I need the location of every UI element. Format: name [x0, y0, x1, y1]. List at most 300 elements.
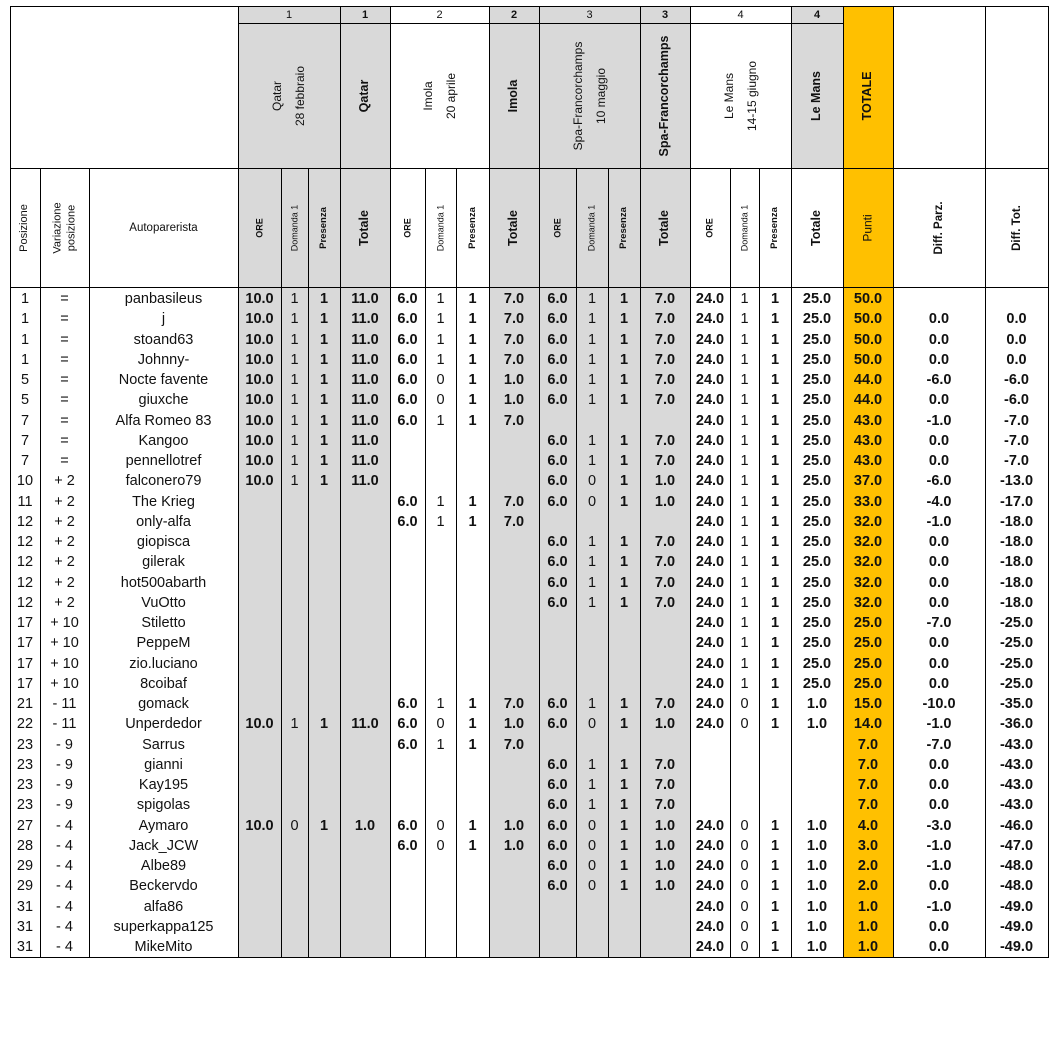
- cell-ore: 10.0: [245, 392, 274, 409]
- cell-ore: 24.0: [695, 513, 725, 530]
- cell-diff-tot: -7.0: [1004, 412, 1029, 429]
- grid-line: [640, 6, 641, 957]
- cell-diff-parz: -6.0: [926, 473, 952, 490]
- cell-variation: + 10: [50, 635, 79, 652]
- cell-presenza: 1: [770, 615, 780, 632]
- cell-race-total: 1.0: [503, 392, 525, 409]
- cell-punti: 50.0: [853, 351, 883, 368]
- cell-diff-parz: -10.0: [922, 696, 956, 713]
- cell-presenza: 1: [468, 311, 477, 328]
- cell-presenza: 1: [770, 918, 780, 935]
- cell-diff-parz: 0.0: [928, 878, 950, 895]
- cell-race-total: 7.0: [654, 372, 676, 389]
- grid-line: [238, 23, 844, 24]
- cell-race-total: 7.0: [654, 696, 676, 713]
- cell-domanda: 1: [587, 797, 597, 814]
- cell-domanda: 1: [587, 392, 597, 409]
- col-totale-3: [640, 168, 690, 287]
- cell-presenza: 1: [770, 453, 780, 470]
- cell-position: 5: [20, 392, 30, 409]
- cell-domanda: 1: [290, 351, 299, 368]
- cell-domanda: 1: [740, 534, 749, 551]
- cell-position: 17: [16, 615, 34, 632]
- cell-presenza: 1: [468, 817, 477, 834]
- cell-variation: + 10: [50, 615, 79, 632]
- cell-race-total: 1.0: [806, 837, 828, 854]
- cell-presenza: 1: [468, 372, 477, 389]
- cell-ore: 10.0: [245, 817, 274, 834]
- cell-punti: 25.0: [853, 655, 883, 672]
- race-total-label-text: Qatar: [357, 79, 372, 112]
- cell-diff-tot: -25.0: [999, 675, 1034, 692]
- col-ore-4-text: ORE: [704, 217, 715, 238]
- cell-variation: + 2: [54, 473, 75, 490]
- cell-presenza: 1: [319, 817, 329, 834]
- cell-domanda: 1: [740, 615, 749, 632]
- cell-presenza: 1: [468, 493, 477, 510]
- cell-race-total: 1.0: [503, 817, 525, 834]
- cell-variation: - 9: [56, 777, 73, 794]
- cell-ore: 24.0: [695, 392, 725, 409]
- cell-ore: 6.0: [547, 392, 568, 409]
- cell-diff-parz: 0.0: [928, 594, 950, 611]
- cell-presenza: 1: [770, 675, 780, 692]
- grid-line: [690, 6, 691, 957]
- cell-race-total: 7.0: [503, 331, 525, 348]
- cell-punti: 25.0: [853, 615, 883, 632]
- cell-position: 1: [20, 331, 30, 348]
- cell-race-total: 7.0: [654, 594, 676, 611]
- cell-diff-tot: -13.0: [999, 473, 1034, 490]
- cell-domanda: 1: [587, 534, 597, 551]
- cell-name: Jack_JCW: [128, 837, 199, 854]
- race-number-3: 2: [436, 8, 443, 21]
- cell-race-total: 1.0: [806, 878, 828, 895]
- cell-position: 11: [17, 493, 33, 510]
- cell-ore: 6.0: [547, 351, 568, 368]
- cell-race-total: 7.0: [654, 291, 676, 308]
- cell-domanda: 1: [587, 331, 597, 348]
- cell-ore: 6.0: [397, 412, 418, 429]
- cell-punti: 50.0: [853, 311, 883, 328]
- cell-domanda: 1: [587, 574, 597, 591]
- cell-punti: 50.0: [853, 331, 883, 348]
- cell-presenza: 1: [468, 736, 477, 753]
- cell-position: 27: [16, 817, 34, 834]
- cell-ore: 6.0: [397, 696, 418, 713]
- cell-presenza: 1: [619, 331, 629, 348]
- cell-ore: 24.0: [695, 939, 725, 956]
- race-title-4: [690, 23, 791, 168]
- cell-domanda: 0: [587, 493, 597, 510]
- cell-variation: + 10: [50, 675, 79, 692]
- cell-position: 23: [16, 797, 34, 814]
- cell-punti: 7.0: [857, 777, 879, 794]
- cell-position: 31: [16, 939, 34, 956]
- cell-presenza: 1: [770, 534, 780, 551]
- cell-name: pennellotref: [125, 453, 202, 470]
- cell-domanda: 1: [587, 453, 597, 470]
- cell-diff-parz: -1.0: [926, 898, 952, 915]
- cell-domanda: 0: [587, 716, 597, 733]
- cell-ore: 24.0: [695, 493, 725, 510]
- cell-diff-parz: -6.0: [926, 372, 952, 389]
- cell-position: 31: [16, 918, 34, 935]
- cell-race-total: 25.0: [802, 635, 832, 652]
- race-place: Qatar: [270, 80, 284, 111]
- cell-ore: 6.0: [547, 331, 568, 348]
- cell-domanda: 1: [587, 372, 597, 389]
- cell-domanda: 0: [587, 878, 597, 895]
- cell-punti: 43.0: [853, 432, 883, 449]
- race-title-3: [539, 23, 640, 168]
- race-number-1: 1: [285, 8, 293, 21]
- cell-presenza: 1: [619, 878, 629, 895]
- cell-ore: 6.0: [397, 736, 418, 753]
- cell-domanda: 0: [587, 837, 597, 854]
- cell-punti: 25.0: [853, 635, 883, 652]
- cell-diff-tot: 0.0: [1006, 351, 1027, 368]
- cell-diff-tot: -49.0: [999, 898, 1034, 915]
- cell-punti: 7.0: [857, 756, 879, 773]
- cell-name: giopisca: [136, 534, 191, 551]
- cell-diff-tot: -47.0: [999, 837, 1034, 854]
- cell-ore: 24.0: [695, 696, 725, 713]
- cell-presenza: 1: [770, 837, 780, 854]
- cell-domanda: 0: [436, 372, 445, 389]
- cell-race-total: 7.0: [654, 351, 676, 368]
- cell-punti: 32.0: [853, 513, 883, 530]
- cell-domanda: 1: [290, 716, 299, 733]
- cell-race-total: 25.0: [802, 351, 832, 368]
- cell-name: VuOtto: [141, 594, 186, 611]
- cell-punti: 15.0: [853, 696, 883, 713]
- cell-race-total: 7.0: [654, 574, 676, 591]
- col-ore-2-text: ORE: [401, 217, 412, 238]
- cell-race-total: 1.0: [806, 858, 828, 875]
- cell-ore: 24.0: [695, 817, 725, 834]
- cell-race-total: 7.0: [503, 696, 525, 713]
- race-total-label-2: [489, 23, 539, 168]
- cell-domanda: 1: [587, 351, 597, 368]
- race-title-2: [390, 23, 489, 168]
- cell-domanda: 0: [436, 837, 445, 854]
- cell-variation: - 4: [56, 837, 73, 854]
- cell-race-total: 25.0: [802, 412, 832, 429]
- cell-ore: 24.0: [695, 635, 725, 652]
- cell-diff-tot: -18.0: [999, 554, 1034, 571]
- cell-diff-tot: -49.0: [999, 918, 1034, 935]
- cell-variation: - 4: [56, 939, 73, 956]
- col-posizione: [10, 168, 40, 287]
- cell-ore: 24.0: [695, 291, 725, 308]
- cell-domanda: 0: [740, 878, 749, 895]
- cell-ore: 6.0: [547, 594, 568, 611]
- col-totale-2: [489, 168, 539, 287]
- grid-line: [985, 6, 986, 957]
- cell-presenza: 1: [319, 432, 329, 449]
- cell-race-total: 7.0: [654, 534, 676, 551]
- cell-domanda: 1: [587, 554, 597, 571]
- grid-line: [539, 6, 540, 957]
- cell-ore: 10.0: [245, 311, 274, 328]
- cell-punti: 1.0: [857, 918, 879, 935]
- cell-name: Aymaro: [138, 817, 189, 834]
- cell-punti: 50.0: [853, 291, 883, 308]
- grid-line: [10, 287, 1049, 288]
- cell-diff-tot: -18.0: [999, 513, 1034, 530]
- col-totale-1-text: Totale: [357, 209, 372, 246]
- cell-diff-parz: -4.0: [926, 493, 952, 510]
- race-total-label-3: [640, 23, 690, 168]
- cell-ore: 24.0: [695, 554, 725, 571]
- cell-race-total: 1.0: [654, 817, 676, 834]
- cell-ore: 24.0: [695, 473, 725, 490]
- cell-variation: + 2: [54, 574, 75, 591]
- cell-ore: 24.0: [695, 331, 725, 348]
- cell-ore: 24.0: [695, 918, 725, 935]
- cell-ore: 24.0: [695, 675, 725, 692]
- cell-position: 12: [16, 554, 34, 571]
- cell-punti: 32.0: [853, 554, 883, 571]
- cell-diff-parz: -1.0: [926, 837, 952, 854]
- race-total-label-text: Le Mans: [809, 70, 824, 121]
- cell-presenza: 1: [770, 291, 780, 308]
- cell-ore: 24.0: [695, 351, 725, 368]
- cell-domanda: 1: [740, 351, 749, 368]
- cell-punti: 44.0: [853, 392, 883, 409]
- cell-presenza: 1: [770, 878, 780, 895]
- cell-variation: =: [60, 432, 69, 449]
- cell-name: The Krieg: [132, 493, 195, 510]
- cell-race-total: 7.0: [654, 311, 676, 328]
- cell-domanda: 1: [740, 493, 749, 510]
- grid-line: [1048, 6, 1049, 957]
- grid-line: [238, 6, 239, 957]
- cell-punti: 37.0: [853, 473, 883, 490]
- race-title-text: [722, 60, 760, 130]
- cell-presenza: 1: [468, 513, 477, 530]
- cell-ore: 6.0: [547, 291, 568, 308]
- grid-line: [489, 6, 490, 957]
- cell-diff-tot: -18.0: [999, 534, 1034, 551]
- cell-ore: 6.0: [397, 716, 418, 733]
- cell-race-total: 1.0: [806, 817, 828, 834]
- cell-presenza: 1: [770, 432, 780, 449]
- cell-domanda: 1: [436, 311, 445, 328]
- cell-position: 7: [20, 432, 30, 449]
- cell-diff-tot: -48.0: [999, 878, 1034, 895]
- cell-ore: 10.0: [245, 473, 274, 490]
- cell-diff-parz: 0.0: [928, 918, 950, 935]
- cell-race-total: 25.0: [802, 473, 832, 490]
- cell-domanda: 0: [740, 696, 749, 713]
- totale-header-text: TOTALE: [860, 71, 875, 120]
- cell-presenza: 1: [770, 513, 780, 530]
- col-domanda-1-text: Domanda 1: [288, 204, 299, 251]
- col-punti: [843, 168, 893, 287]
- cell-presenza: 1: [468, 392, 477, 409]
- cell-domanda: 1: [740, 594, 749, 611]
- cell-variation: - 4: [56, 817, 73, 834]
- cell-domanda: 0: [587, 858, 597, 875]
- cell-name: Albe89: [140, 858, 187, 875]
- cell-position: 23: [16, 777, 34, 794]
- col-domanda-2: [425, 168, 456, 287]
- cell-diff-tot: -7.0: [1004, 453, 1029, 470]
- cell-position: 29: [16, 878, 34, 895]
- cell-diff-parz: 0.0: [928, 432, 950, 449]
- grid-line: [10, 957, 1049, 958]
- cell-name: PeppeM: [136, 635, 191, 652]
- cell-domanda: 1: [740, 311, 749, 328]
- cell-diff-tot: [985, 289, 1048, 309]
- cell-position: 1: [20, 351, 30, 368]
- cell-position: 10: [16, 473, 34, 490]
- cell-diff-tot: -25.0: [999, 615, 1034, 632]
- cell-presenza: 1: [619, 594, 629, 611]
- col-ore-1: [238, 168, 281, 287]
- race-date: 28 febbraio: [293, 65, 307, 126]
- cell-race-total: 11.0: [351, 311, 379, 328]
- race-total-label-4: [791, 23, 843, 168]
- cell-race-total: 1.0: [654, 878, 676, 895]
- cell-presenza: 1: [619, 797, 629, 814]
- race-title-1: [238, 23, 340, 168]
- cell-name: stoand63: [133, 331, 194, 348]
- cell-punti: 7.0: [857, 736, 879, 753]
- cell-name: Nocte favente: [118, 372, 209, 389]
- cell-domanda: 1: [436, 736, 445, 753]
- cell-ore: 6.0: [397, 372, 418, 389]
- cell-presenza: 1: [619, 777, 629, 794]
- cell-position: 12: [16, 594, 34, 611]
- cell-race-total: 7.0: [503, 493, 525, 510]
- race-number-5: 3: [586, 8, 593, 21]
- cell-ore: 24.0: [695, 594, 725, 611]
- cell-name: alfa86: [143, 898, 184, 915]
- cell-race-total: 1.0: [806, 939, 828, 956]
- cell-race-total: 7.0: [503, 311, 525, 328]
- cell-presenza: 1: [770, 655, 780, 672]
- cell-name: Alfa Romeo 83: [115, 412, 212, 429]
- cell-variation: - 9: [56, 736, 73, 753]
- cell-race-total: 25.0: [802, 291, 832, 308]
- cell-ore: 24.0: [695, 655, 725, 672]
- cell-presenza: 1: [468, 837, 477, 854]
- cell-presenza: 1: [619, 392, 629, 409]
- cell-race-total: 1.0: [503, 372, 525, 389]
- cell-name: 8coibaf: [140, 675, 187, 692]
- col-ore-2: [390, 168, 425, 287]
- col-diff-tot: [985, 168, 1048, 287]
- col-variazione-text: [51, 202, 79, 253]
- cell-diff-tot: -46.0: [999, 817, 1034, 834]
- cell-domanda: 1: [436, 412, 445, 429]
- cell-presenza: 1: [619, 291, 629, 308]
- cell-presenza: 1: [770, 412, 780, 429]
- grid-line: [10, 6, 1049, 7]
- cell-domanda: 1: [740, 655, 749, 672]
- cell-domanda: 1: [290, 311, 299, 328]
- cell-diff-tot: 0.0: [1006, 311, 1027, 328]
- cell-ore: 6.0: [547, 858, 568, 875]
- cell-domanda: 1: [740, 392, 749, 409]
- cell-variation: - 9: [56, 797, 73, 814]
- cell-presenza: 1: [468, 291, 477, 308]
- cell-ore: 24.0: [695, 574, 725, 591]
- cell-name: Sarrus: [142, 736, 185, 753]
- cell-race-total: 25.0: [802, 311, 832, 328]
- cell-presenza: 1: [619, 574, 629, 591]
- cell-ore: 10.0: [245, 351, 274, 368]
- grid-line: [10, 6, 11, 957]
- cell-variation: =: [60, 372, 69, 389]
- col-presenza-1: [308, 168, 340, 287]
- col-ore-3-text: ORE: [551, 217, 562, 238]
- cell-variation: =: [60, 412, 69, 429]
- cell-name: MikeMito: [134, 939, 193, 956]
- cell-punti: 2.0: [857, 858, 879, 875]
- cell-name: giuxche: [138, 392, 189, 409]
- cell-ore: 6.0: [547, 797, 568, 814]
- cell-presenza: 1: [619, 858, 629, 875]
- cell-domanda: 1: [290, 331, 299, 348]
- race-total-label-text: Imola: [506, 79, 521, 112]
- cell-diff-tot: -17.0: [999, 493, 1034, 510]
- cell-ore: 6.0: [547, 817, 568, 834]
- cell-presenza: 1: [770, 898, 780, 915]
- cell-variation: =: [60, 392, 69, 409]
- cell-domanda: 1: [290, 473, 299, 490]
- cell-race-total: 25.0: [802, 372, 832, 389]
- grid-line: [791, 6, 792, 957]
- cell-race-total: 11.0: [351, 412, 379, 429]
- cell-race-total: 11.0: [351, 453, 379, 470]
- cell-punti: 25.0: [853, 675, 883, 692]
- cell-ore: 6.0: [547, 311, 568, 328]
- cell-presenza: 1: [770, 331, 780, 348]
- cell-race-total: 25.0: [802, 432, 832, 449]
- cell-diff-tot: -43.0: [999, 797, 1034, 814]
- cell-race-total: 11.0: [351, 473, 379, 490]
- cell-diff-parz: -1.0: [926, 716, 952, 733]
- cell-punti: 14.0: [853, 716, 883, 733]
- cell-punti: 3.0: [857, 837, 879, 854]
- cell-variation: - 11: [52, 696, 77, 713]
- col-posizione-text: Posizione: [18, 203, 31, 252]
- race-number-7: 4: [737, 8, 744, 21]
- col-presenza-3-text: Presenza: [618, 206, 630, 249]
- cell-ore: 6.0: [397, 837, 418, 854]
- cell-domanda: 0: [740, 918, 749, 935]
- cell-ore: 24.0: [695, 716, 725, 733]
- cell-ore: 6.0: [547, 878, 568, 895]
- cell-position: 21: [16, 696, 34, 713]
- race-number-2: 1: [361, 8, 369, 21]
- cell-diff-parz: 0.0: [928, 655, 950, 672]
- cell-punti: 32.0: [853, 594, 883, 611]
- col-domanda-2-text: Domanda 1: [434, 204, 445, 251]
- cell-race-total: 1.0: [806, 716, 828, 733]
- col-totale-1: [340, 168, 390, 287]
- cell-race-total: 1.0: [806, 918, 828, 935]
- cell-punti: 4.0: [857, 817, 879, 834]
- cell-variation: =: [60, 331, 69, 348]
- cell-diff-parz: -7.0: [926, 615, 952, 632]
- cell-race-total: 1.0: [654, 473, 676, 490]
- cell-punti: 32.0: [853, 534, 883, 551]
